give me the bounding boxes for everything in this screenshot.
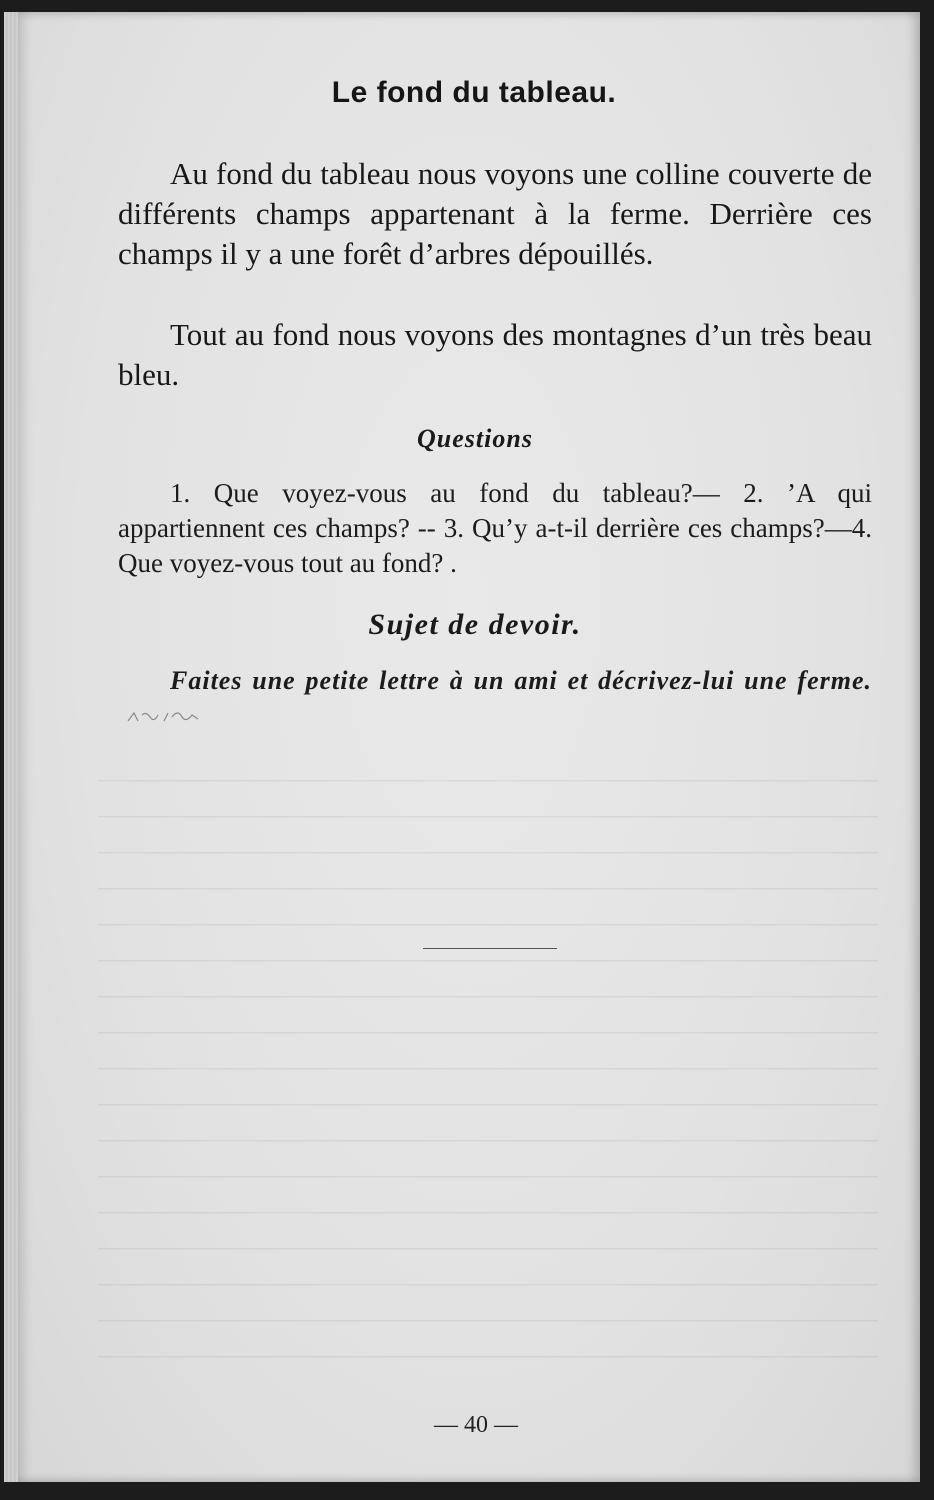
divider-rule (423, 948, 557, 949)
handwritten-annotation (124, 707, 204, 727)
paragraph-2: Tout au fond nous voyons des montagnes d’un très beau bleu. (118, 317, 872, 392)
questions-heading: Questions (417, 424, 533, 453)
paragraph-1: Au fond du tableau nous voyons une colline couverte de différents champs appartenant à la ferme. Derrière ces champs il y a une forêt d’arbres dépouillés. (118, 156, 872, 271)
questions-text: 1. Que voyez-vous au fond du tableau?— 2. ’A qui appartiennent ces champs? -- 3. Qu’y a-t-il derrière ces champs?—4. Que voyez-vous tout au fond? . (118, 478, 872, 578)
subject-text: Faites une petite lettre à un ami et décrivez-lui une ferme. (170, 666, 872, 695)
subject-heading: Sujet de devoir. (368, 608, 582, 641)
subject-text-block (118, 664, 872, 732)
page-title: Le fond du tableau. (331, 76, 617, 109)
book-page (18, 12, 920, 1482)
page-number: — 40 — (434, 1412, 518, 1438)
show-through-texture (98, 752, 878, 1392)
